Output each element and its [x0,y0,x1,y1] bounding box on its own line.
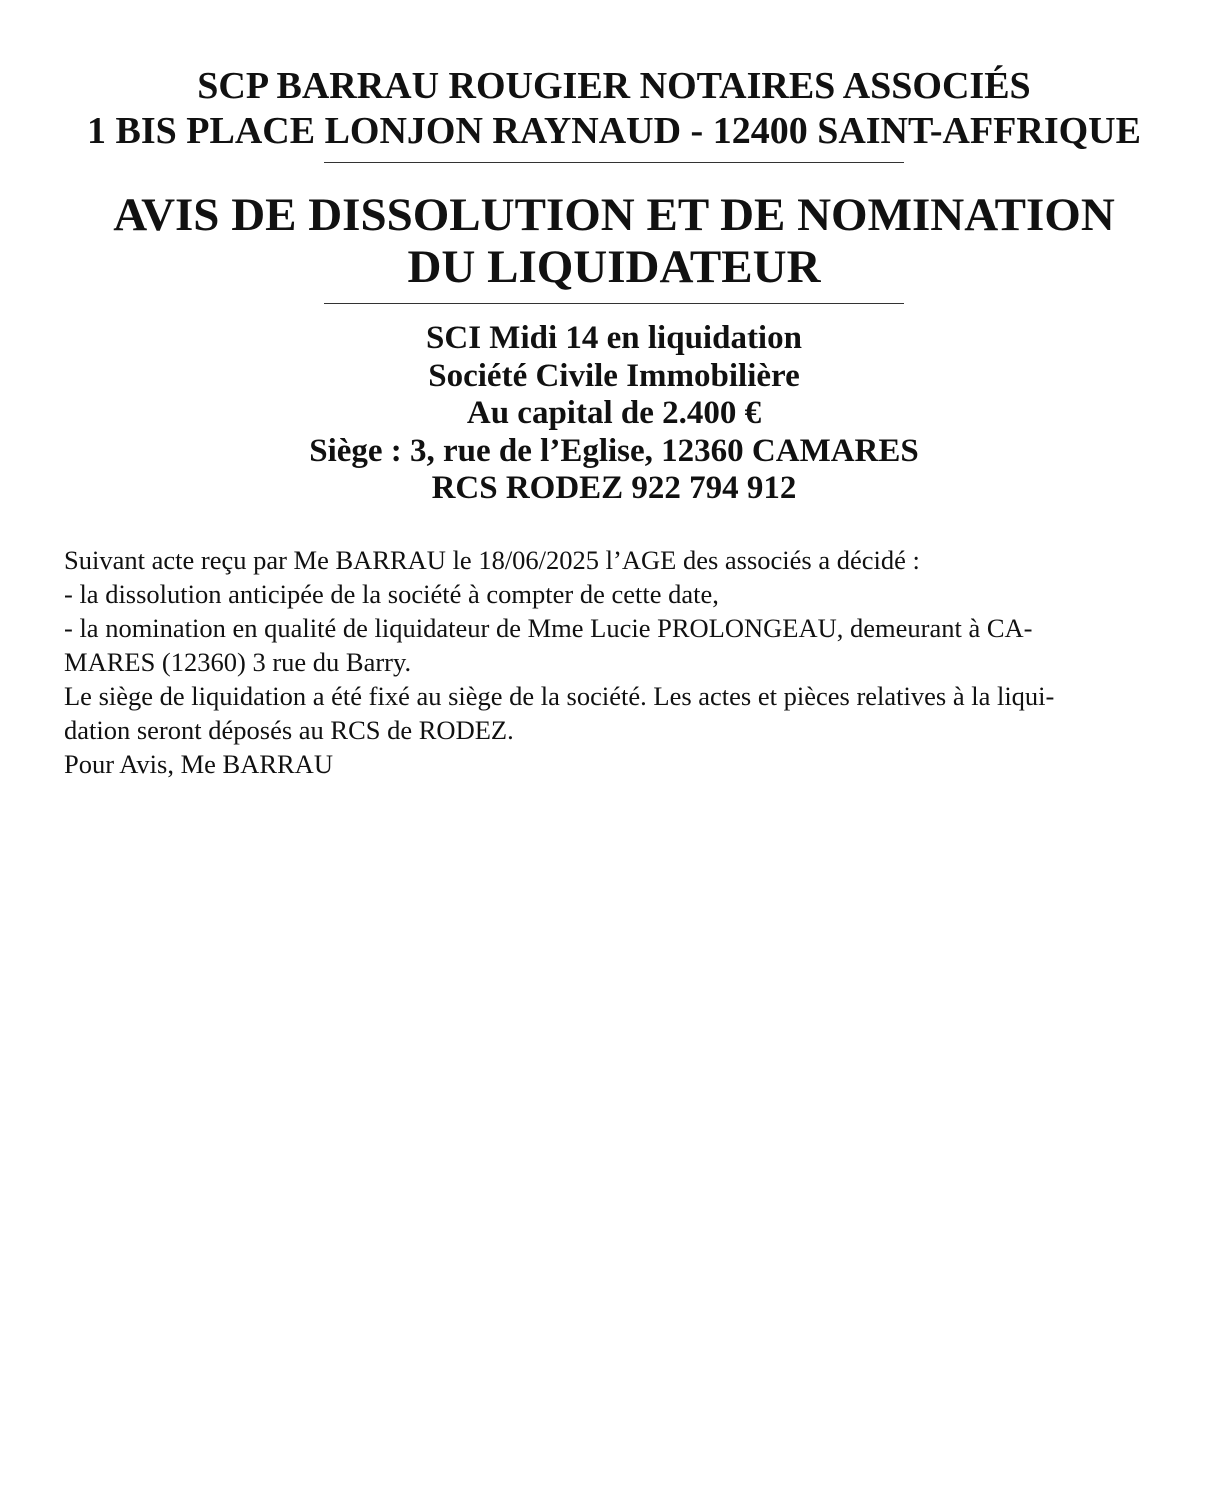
body-item-liquidator-line-1: - la nomination en qualité de liquidateur de Mme Lucie PROLONGEAU, demeurant à CA- [64,613,1033,643]
company-seat: Siège : 3, rue de l’Eglise, 12360 CAMARES [309,432,919,469]
body-item-dissolution: - la dissolution anticipée de la société à compter de cette date, [64,579,719,609]
divider-top [324,162,904,163]
company-details [0,320,1228,508]
body-intro: Suivant acte reçu par Me BARRAU le 18/06/2025 l’AGE des associés a décidé : [64,545,920,575]
firm-address: 1 BIS PLACE LONJON RAYNAUD - 12400 SAINT-AFFRIQUE [87,110,1141,152]
notice-title [0,189,1228,293]
notice-title-line-1: AVIS DE DISSOLUTION ET DE NOMINATION [113,189,1115,241]
body-item-liquidator-line-2: MARES (12360) 3 rue du Barry. [64,647,412,677]
company-type: Société Civile Immobilière [428,357,800,394]
body-seat-line-1: Le siège de liquidation a été fixé au siège de la société. Les actes et pièces relatives à la liqui- [64,681,1055,711]
notice-header [0,64,1228,508]
company-capital: Au capital de 2.400 € [466,395,762,431]
company-rcs: RCS RODEZ 922 794 912 [431,470,797,506]
body-signature: Pour Avis, Me BARRAU [64,749,333,779]
company-name: SCI Midi 14 en liquidation [426,320,802,356]
firm-name: SCP BARRAU ROUGIER NOTAIRES ASSOCIÉS [197,65,1031,107]
notice-body [64,543,1174,781]
body-seat-line-2: dation seront déposés au RCS de RODEZ. [64,715,514,745]
notice-title-line-2: DU LIQUIDATEUR [407,241,821,293]
divider-bottom [324,303,904,304]
